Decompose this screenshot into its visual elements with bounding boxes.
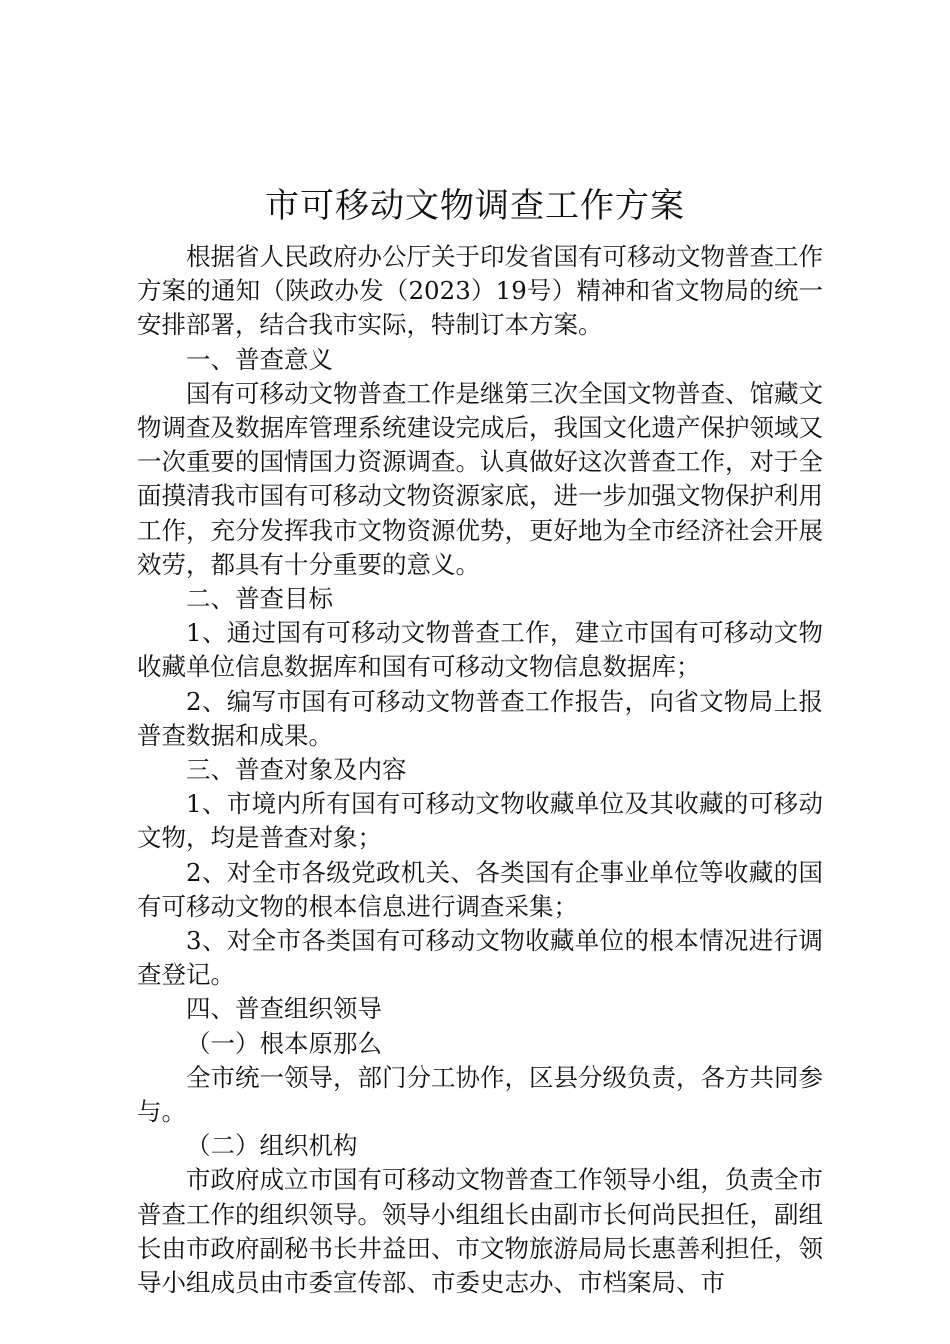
scope-item-1: 1、市境内所有国有可移动文物收藏单位及其收藏的可移动文物，均是普查对象； bbox=[137, 789, 823, 853]
section-heading-significance: 一、普查意义 bbox=[186, 344, 333, 374]
principles-paragraph: 全市统一领导，部门分工协作，区县分级负责，各方共同参与。 bbox=[137, 1062, 823, 1127]
scope-item-2: 2、对全市各级党政机关、各类国有企事业单位等收藏的国有可移动文物的根本信息进行调查采集； bbox=[137, 857, 823, 921]
goal-item-1: 1、通过国有可移动文物普查工作，建立市国有可移动文物收藏单位信息数据库和国有可移动文物信息数据库； bbox=[137, 618, 823, 682]
significance-paragraph: 国有可移动文物普查工作是继第三次全国文物普查、馆藏文物调查及数据库管理系统建设完成后，我国文化遗产保护领域又一次重要的国情国力资源调查。认真做好这次普查工作，对于全面摸清我市国有可移动文物资源家底，进一步加强文物保护利用工作，充分发挥我市文物资源优势，更好地为全市经济社会开展效劳，都具有十分重要的意义。 bbox=[137, 378, 823, 579]
subsection-heading-principles: （一）根本原那么 bbox=[186, 1028, 382, 1058]
document-title: 市可移动文物调查工作方案 bbox=[265, 186, 685, 226]
structure-paragraph: 市政府成立市国有可移动文物普查工作领导小组，负责全市普查工作的组织领导。领导小组组长由副市长何尚民担任，副组长由市政府副秘书长井益田、市文物旅游局局长惠善利担任，领导小组成员由市委宣传部、市委史志办、市档案局、市 bbox=[137, 1165, 823, 1298]
intro-paragraph: 根据省人民政府办公厅关于印发省国有可移动文物普查工作方案的通知（陕政办发（2023）19号）精神和省文物局的统一安排部署，结合我市实际，特制订本方案。 bbox=[137, 242, 823, 340]
subsection-heading-structure: （二）组织机构 bbox=[186, 1131, 358, 1161]
section-heading-scope: 三、普查对象及内容 bbox=[186, 755, 407, 785]
section-heading-goals: 二、普查目标 bbox=[186, 584, 333, 614]
scope-item-3: 3、对全市各类国有可移动文物收藏单位的根本情况进行调查登记。 bbox=[137, 926, 823, 990]
document-body bbox=[137, 240, 823, 1300]
goal-item-2: 2、编写市国有可移动文物普查工作报告，向省文物局上报普查数据和成果。 bbox=[137, 686, 823, 750]
section-heading-organization: 四、普查组织领导 bbox=[186, 994, 382, 1024]
